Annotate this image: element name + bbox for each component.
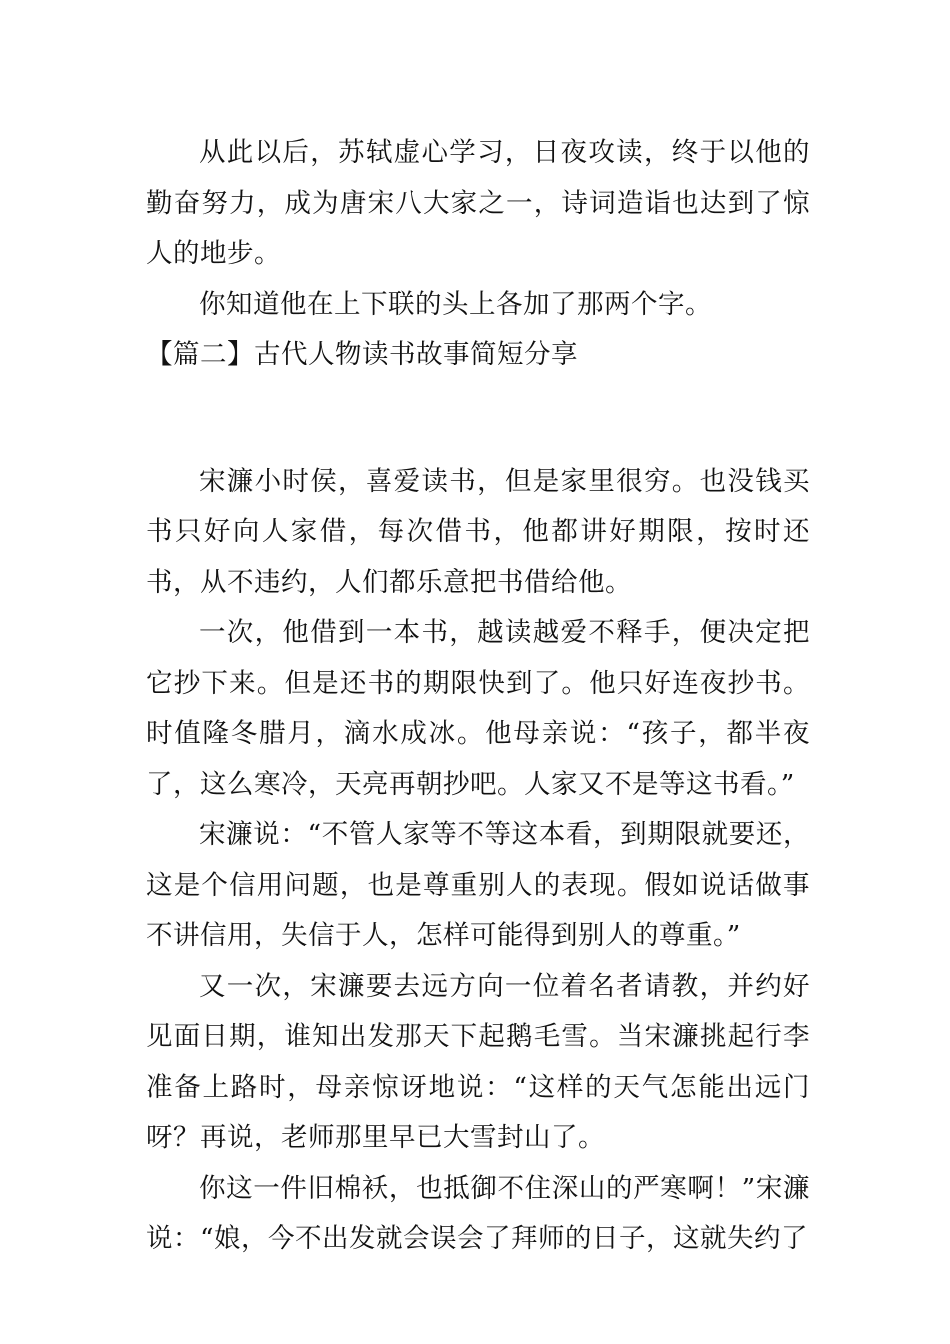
paragraph-credibility: 宋濂说：“不管人家等不等这本看，到期限就要还，这是个信用问题，也是尊重别人的表现。假如说话做事不讲信用，失信于人，怎样可能得到别人的尊重。” — [146, 819, 810, 951]
paragraph-song-lian-borrowing: 宋濂小时侯，喜爱读书，但是家里很穷。也没钱买书只好向人家借，每次借书，他都讲好期限，按时还书，从不违约，人们都乐意把书借给他。 — [146, 465, 810, 598]
paragraph-riddle-question: 你知道他在上下联的头上各加了那两个字。 — [199, 288, 712, 320]
paragraph-keep-appointment: 你这一件旧棉袄，也抵御不住深山的严寒啊！”宋濂说：“娘，今不出发就会误会了拜师的日子，这就失约了 — [146, 1172, 810, 1254]
paragraph-snow-journey: 又一次，宋濂要去远方向一位着名者请教，并约好见面日期，谁知出发那天下起鹅毛雪。当宋濂挑起行李准备上路时，母亲惊讶地说：“这样的天气怎能出远门呀？再说，老师那里早已大雪封山了。 — [146, 970, 810, 1153]
section-spacer — [146, 381, 810, 457]
document-page — [146, 128, 810, 1265]
section-heading: 【篇二】古代人物读书故事简短分享 — [146, 339, 578, 370]
paragraph-copying-book: 一次，他借到一本书，越读越爱不释手，便决定把它抄下来。但是还书的期限快到了。他只好连夜抄书。时值隆冬腊月，滴水成冰。他母亲说：“孩子，都半夜了，这么寒冷，天亮再朝抄吧。人家又不是等这书看。” — [146, 617, 810, 800]
paragraph-su-shi-diligence: 从此以后，苏轼虚心学习，日夜攻读，终于以他的勤奋努力，成为唐宋八大家之一，诗词造诣也达到了惊人的地步。 — [146, 137, 810, 269]
